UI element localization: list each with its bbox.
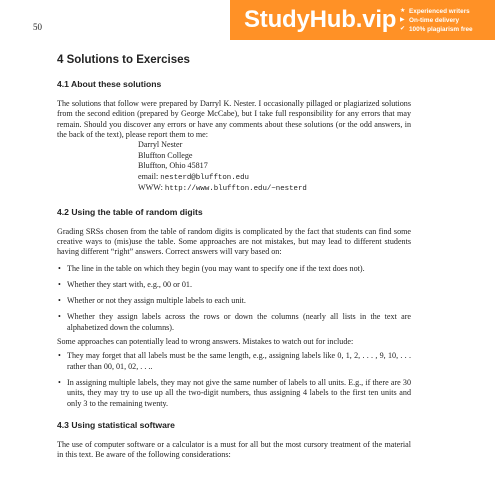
studyhub-banner[interactable] (230, 0, 495, 40)
bullet-list (57, 264, 411, 333)
contact-city: Bluffton, Ohio 45817 (138, 161, 208, 171)
feature-item (400, 25, 473, 34)
feature-label: 100% plagiarism free (409, 25, 473, 33)
section-about (57, 79, 411, 195)
list-item: • The line in the table on which they begin (you may want to specify one if the text does not). (57, 264, 411, 274)
studyhub-logo[interactable]: StudyHub.vip (244, 6, 397, 33)
email-label: email: (138, 171, 159, 181)
contact-email-line (138, 172, 411, 184)
list-item: • In assigning multiple labels, they may not give the same number of labels to all units. E.g., if there are 30 units, they may try to use up all the two-digit numbers, thus assigning 4 labels to the first ten units and only 3 to the remaining twenty. (57, 378, 411, 409)
list-item: • Whether or not they assign multiple labels to each unit. (57, 296, 411, 306)
feature-label: Experienced writers (409, 7, 470, 15)
email-link[interactable]: nesterd@bluffton.edu (160, 173, 249, 182)
section-paragraph: Some approaches can potentially lead to wrong answers. Mistakes to watch out for include: (57, 337, 354, 347)
feature-item (400, 7, 473, 16)
contact-www-line (138, 183, 411, 195)
play-icon: ▶ (400, 16, 405, 23)
section-random-digits (57, 207, 411, 409)
section-paragraph: Grading SRSs chosen from the table of random digits is complicated by the fact that students can find some creative ways to (mis)use the table. Some approaches are not mistakes, but may lead to different students having different “right” answers. Correct answers will vary based on: (57, 226, 411, 257)
section-paragraph: The solutions that follow were prepared by Darryl K. Nester. I occasionally pillaged or plagiarized solutions from the second edition (prepared by George McCabe), but I take full responsibility for any errors that may remain. Should you discover any errors or have any comments about these solutions (or the odd answers, in the back of the text), please report them to me: (57, 99, 411, 139)
check-icon: ✔ (400, 25, 406, 32)
section-heading: 4.2 Using the table of random digits (57, 206, 203, 217)
www-label: WWW: (138, 183, 163, 193)
chapter-title: 4 Solutions to Exercises (57, 54, 190, 66)
section-paragraph: The use of computer software or a calculator is a must for all but the most cursory treatment of the material in this text. Be aware of the following considerations: (57, 439, 411, 460)
section-heading: 4.3 Using statistical software (57, 419, 175, 430)
list-item: • Whether they start with, e.g., 00 or 01. (57, 280, 411, 290)
feature-label: On-time delivery (409, 16, 460, 24)
www-link[interactable]: http://www.bluffton.edu/~nesterd (164, 185, 307, 194)
list-item: • Whether they assign labels across the rows or down the columns (nearly all lists in the text are alphabetized down the columns). (57, 312, 411, 333)
star-icon: ★ (400, 7, 406, 14)
banner-features (400, 7, 473, 34)
section-software (57, 420, 411, 461)
page-number: 50 (33, 22, 42, 32)
contact-name: Darryl Nester (138, 140, 183, 150)
bullet-list (57, 351, 411, 408)
document-body (57, 44, 411, 460)
feature-item (400, 16, 473, 25)
contact-college: Bluffton College (138, 150, 193, 160)
contact-address (138, 140, 411, 195)
section-heading: 4.1 About these solutions (57, 79, 162, 89)
list-item: • They may forget that all labels must be the same length, e.g., assigning labels like 0, 1, 2, . . . , 9, 10, . . . rather than 00, 01, 02, . . .. (57, 351, 411, 372)
